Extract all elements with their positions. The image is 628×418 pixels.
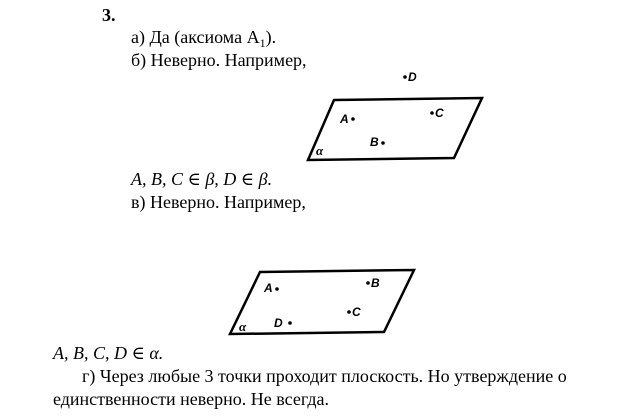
part-d-line-1: г) Через любые 3 точки проходит плоскость. Но утверждение о xyxy=(82,366,567,386)
figure-1-point-b-label: B xyxy=(370,135,379,149)
figure-1-alpha-label: α xyxy=(316,143,324,158)
figure-2-plane-outline xyxy=(230,270,414,334)
problem-number: 3. xyxy=(102,5,116,25)
figure-1-point-c-label: C xyxy=(435,106,444,120)
figure-2-point-b-dot xyxy=(366,281,370,285)
part-c-intro: в) Неверно. Например, xyxy=(131,192,306,212)
part-a-prefix: а) Да (аксиома A xyxy=(131,27,260,47)
figure-1-point-d-label: D xyxy=(408,70,417,84)
figure-2-point-a-label: A xyxy=(264,281,273,295)
figure-2-point-a-dot xyxy=(275,287,279,291)
part-a-subscript: 1 xyxy=(259,36,266,50)
part-b-conclusion: A, B, C ∈ β, D ∈ β. xyxy=(131,169,273,189)
figure-2-point-d-label: D xyxy=(274,316,283,330)
figure-2-point-c-dot xyxy=(347,310,351,314)
figure-2-point-c-label: C xyxy=(352,305,361,319)
part-b-intro: б) Неверно. Например, xyxy=(131,50,307,70)
part-d-line-2: единственности неверно. Не всегда. xyxy=(53,389,329,409)
figure-2-point-b-label: B xyxy=(371,276,380,290)
part-c-conclusion: A, B, C, D ∈ α. xyxy=(53,343,164,363)
part-a-suffix: ). xyxy=(265,27,277,47)
figure-2-point-d-dot xyxy=(288,321,292,325)
figure-1-point-a-label: A xyxy=(340,112,349,126)
figure-2-alpha-label: α xyxy=(239,319,247,334)
